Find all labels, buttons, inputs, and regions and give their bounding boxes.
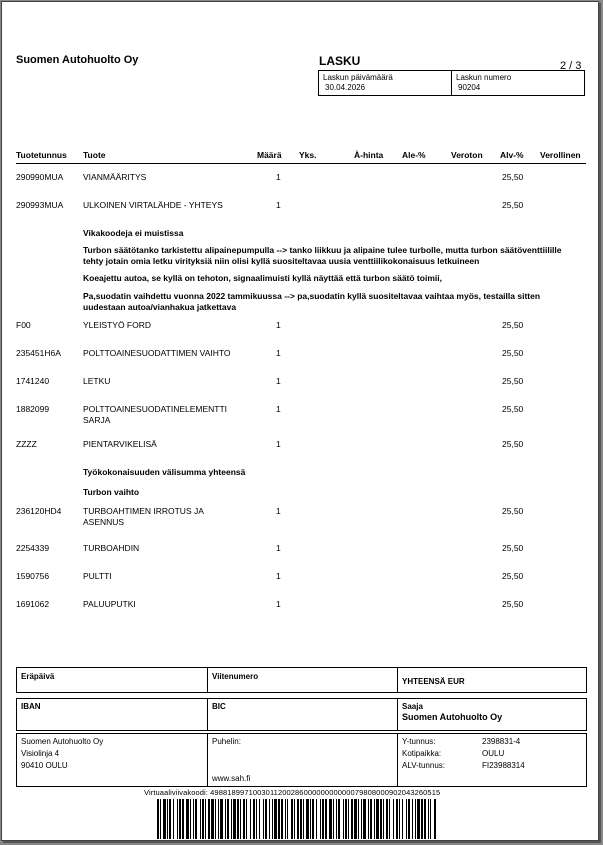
row-vat: 25,50 [502, 404, 524, 414]
col-header-unit-price: À-hinta [354, 150, 384, 160]
col-header-unit: Yks. [299, 150, 317, 160]
invoice-number-value: 90204 [458, 83, 481, 92]
address-line-1: Suomen Autohuolto Oy [21, 737, 104, 746]
ytunnus-value: 2398831-4 [482, 737, 521, 746]
total-label: YHTEENSÄ EUR [402, 677, 465, 686]
row-vat: 25,50 [502, 506, 524, 516]
bic-label: BIC [212, 702, 226, 711]
invoice-date-cell [319, 71, 452, 95]
kotipaikka-label: Kotipaikka: [402, 749, 442, 758]
row-name: POLTTOAINESUODATTIMEN VAIHTO [83, 348, 231, 358]
row-name: PALUUPUTKI [83, 599, 136, 609]
phone-label: Puhelin: [212, 737, 241, 746]
row-code: 1590756 [16, 571, 50, 581]
row-vat: 25,50 [502, 439, 524, 449]
row-qty: 1 [276, 439, 281, 449]
col-header-vat: Alv-% [500, 150, 524, 160]
row-qty: 1 [276, 200, 281, 210]
row-name: TURBOAHDIN [83, 543, 140, 553]
company-info-row [16, 733, 587, 787]
page-number: 2 / 3 [560, 60, 582, 72]
document-title: LASKU [319, 54, 361, 68]
row-name: YLEISTYÖ FORD [83, 320, 152, 330]
invoice-number-cell [452, 71, 584, 95]
address-line-2: Visiolinja 4 [21, 749, 60, 758]
row-name: LETKU [83, 376, 111, 386]
alv-value: FI23988314 [482, 761, 525, 770]
row-code: 290990MUA [16, 172, 64, 182]
row-qty: 1 [276, 404, 281, 414]
payee-value: Suomen Autohuolto Oy [402, 712, 503, 722]
col-header-net: Veroton [451, 150, 483, 160]
barcode-image [157, 799, 439, 839]
row-code: 1882099 [16, 404, 50, 414]
row-code: 290993MUA [16, 200, 64, 210]
row-code: 2254339 [16, 543, 50, 553]
address-line-3: 90410 OULU [21, 761, 68, 770]
row-name: VIANMÄÄRITYS [83, 172, 147, 182]
row-code: F00 [16, 320, 31, 330]
payment-row-due [16, 667, 587, 693]
col-header-qty: Määrä [257, 150, 282, 160]
row-vat: 25,50 [502, 348, 524, 358]
company-name: Suomen Autohuolto Oy [16, 54, 139, 66]
note-fuel-filter: Pa,suodatin vaihdettu vuonna 2022 tammikuussa --> pa,suodatin kyllä suositeltavaa vaihtaa myös, testailla sitten uudestaan autoa/vianhakua jatkettava [83, 291, 541, 312]
kotipaikka-value: OULU [482, 749, 505, 758]
ytunnus-label: Y-tunnus: [402, 737, 436, 746]
row-vat: 25,50 [502, 599, 524, 609]
note-fault-codes: Vikakoodeja ei muistissa [83, 228, 184, 238]
row-qty: 1 [276, 376, 281, 386]
row-vat: 25,50 [502, 376, 524, 386]
website-link[interactable]: www.sah.fi [212, 774, 251, 783]
row-code: 235451H6A [16, 348, 61, 358]
col-header-gross: Verollinen [540, 150, 581, 160]
row-qty: 1 [276, 571, 281, 581]
row-code: 1741240 [16, 376, 50, 386]
invoice-number-label: Laskun numero [456, 73, 512, 82]
row-name: TURBOAHTIMEN IRROTUS JA ASENNUS [83, 506, 204, 527]
alv-label: ALV-tunnus: [402, 761, 445, 770]
row-vat: 25,50 [502, 543, 524, 553]
payment-row-bank [16, 698, 587, 731]
header-divider [16, 163, 586, 164]
row-code: ZZZZ [16, 439, 37, 449]
note-test-drive: Koeajettu autoa, se kyllä on tehoton, signaalimuisti kyllä näyttää että turbon säätö toimii, [83, 273, 442, 283]
invoice-page [1, 1, 599, 841]
note-turbo-check: Turbon säätötanko tarkistettu alipainepumpulla --> tanko liikkuu ja alipaine tulee turbolle, mutta turbon säätöventtiilille tehty jotain omia letku virityksiä niin olisi kyllä suositeltavaa uusia venttiilikokonaisuus letkuineen [83, 245, 562, 266]
row-name: PULTTI [83, 571, 112, 581]
row-code: 1691062 [16, 599, 50, 609]
section-title-turbo: Turbon vaihto [83, 487, 140, 497]
row-qty: 1 [276, 506, 281, 516]
row-vat: 25,50 [502, 172, 524, 182]
row-code: 236120HD4 [16, 506, 62, 516]
row-qty: 1 [276, 543, 281, 553]
due-date-label: Eräpäivä [21, 672, 55, 681]
col-header-code: Tuotetunnus [16, 150, 67, 160]
iban-label: IBAN [21, 702, 41, 711]
row-vat: 25,50 [502, 200, 524, 210]
row-qty: 1 [276, 348, 281, 358]
reference-label: Viitenumero [212, 672, 259, 681]
row-qty: 1 [276, 172, 281, 182]
row-name: PIENTARVIKELISÄ [83, 439, 157, 449]
row-vat: 25,50 [502, 320, 524, 330]
payee-label: Saaja [402, 702, 423, 711]
row-qty: 1 [276, 599, 281, 609]
subtotal-label: Työkokonaisuuden välisumma yhteensä [83, 467, 246, 477]
virtual-barcode-text: Virtuaaliviivakoodi: 498818997100301120028600000000000079808000902043260515 [144, 788, 441, 797]
col-header-product: Tuote [83, 150, 106, 160]
invoice-header-box [318, 70, 585, 96]
col-header-discount: Ale-% [402, 150, 426, 160]
row-name: POLTTOAINESUODATINELEMENTTI SARJA [83, 404, 228, 425]
invoice-date-label: Laskun päivämäärä [323, 73, 393, 82]
invoice-date-value: 30.04.2026 [325, 83, 366, 92]
row-vat: 25,50 [502, 571, 524, 581]
row-name: ULKOINEN VIRTALÄHDE - YHTEYS [83, 200, 223, 210]
row-qty: 1 [276, 320, 281, 330]
